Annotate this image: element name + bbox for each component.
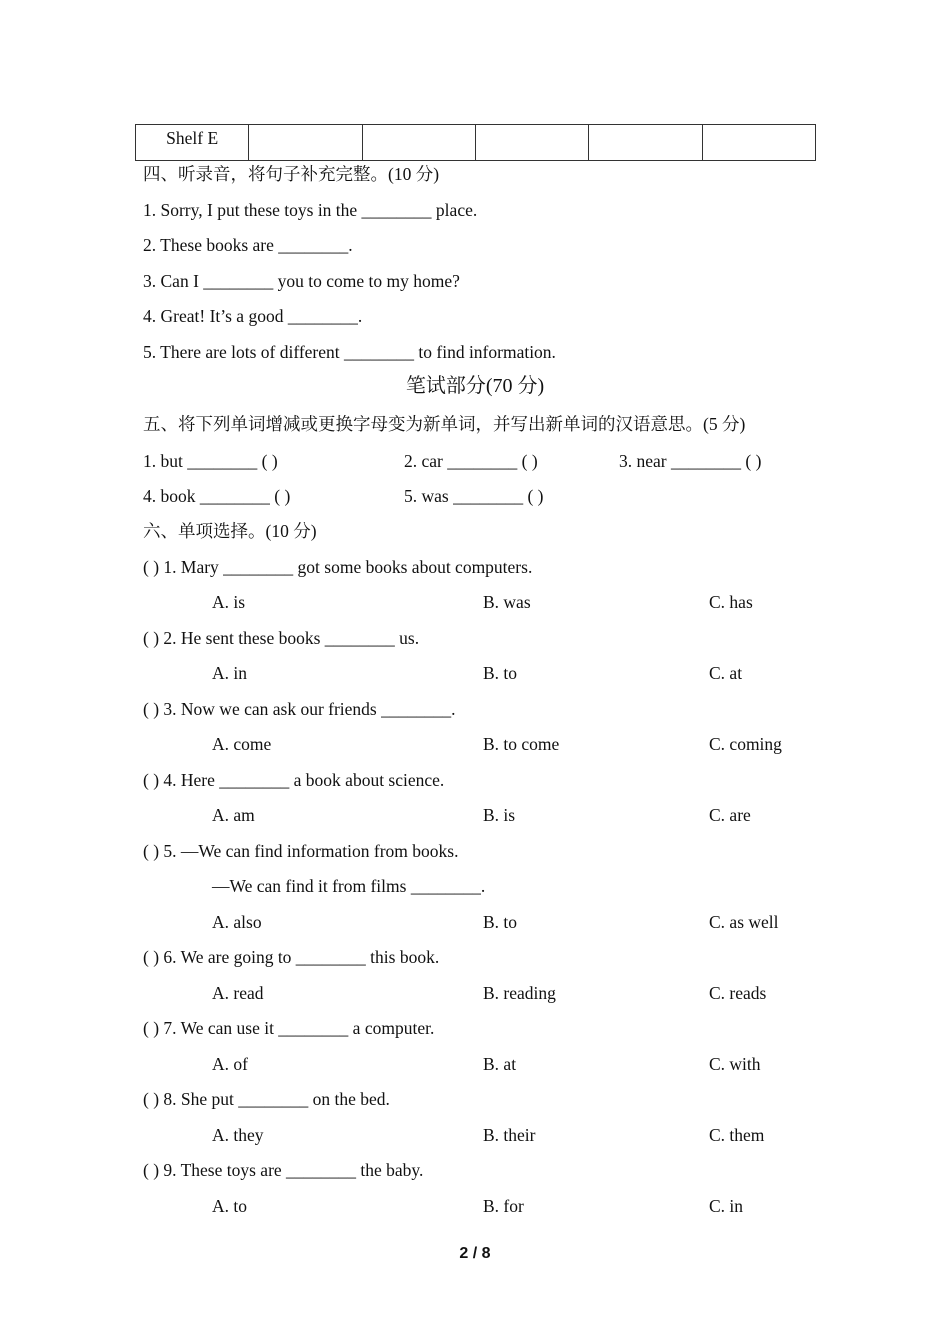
question-8-option-c: C. them (709, 1125, 765, 1145)
question-5-option-b: B. to (483, 912, 518, 932)
question-7-stem: ( ) 7. We can use it ________ a computer. (143, 1018, 435, 1038)
question-1-option-a: A. is (212, 592, 246, 612)
table-cell (249, 125, 362, 161)
question-2-stem: ( ) 2. He sent these books ________ us. (143, 628, 420, 648)
shelf-table (135, 124, 816, 161)
question-5-option-c: C. as well (709, 912, 779, 932)
question-4-stem: ( ) 4. Here ________ a book about science. (143, 770, 445, 790)
question-9-stem: ( ) 9. These toys are ________ the baby. (143, 1160, 424, 1180)
table-cell-shelf-e: Shelf E (136, 125, 249, 161)
written-part-title: 笔试部分(70 分) (405, 375, 545, 397)
section5-item-5: 5. was ________ ( ) (404, 486, 544, 506)
question-6-option-b: B. reading (483, 983, 556, 1003)
question-3-stem: ( ) 3. Now we can ask our friends ________. (143, 699, 456, 719)
question-5-option-a: A. also (212, 912, 262, 932)
section5-item-2: 2. car ________ ( ) (404, 451, 538, 471)
question-1-option-c: C. has (709, 592, 753, 612)
section4-heading: 四、听录音，将句子补充完整。(10 分) (143, 164, 440, 184)
question-6-stem: ( ) 6. We are going to ________ this book. (143, 947, 440, 967)
question-8-option-a: A. they (212, 1125, 264, 1145)
question-5-stem-line2: —We can find it from films ________. (212, 876, 486, 896)
section4-item-4: 4. Great! It’s a good ________. (143, 306, 363, 326)
section6-heading: 六、单项选择。(10 分) (143, 521, 317, 541)
question-2-option-c: C. at (709, 663, 743, 683)
section5-heading: 五、将下列单词增减或更换字母变为新单词，并写出新单词的汉语意思。(5 分) (143, 414, 746, 434)
question-9-option-b: B. for (483, 1196, 524, 1216)
question-7-option-b: B. at (483, 1054, 517, 1074)
table-cell (362, 125, 475, 161)
question-4-option-c: C. are (709, 805, 751, 825)
section5-item-3: 3. near ________ ( ) (619, 451, 762, 471)
question-4-option-a: A. am (212, 805, 255, 825)
section4-item-5: 5. There are lots of different ________ to find information. (143, 342, 556, 362)
question-1-stem: ( ) 1. Mary ________ got some books about computers. (143, 557, 533, 577)
section5-item-4: 4. book ________ ( ) (143, 486, 291, 506)
question-1-option-b: B. was (483, 592, 531, 612)
question-6-option-c: C. reads (709, 983, 767, 1003)
section5-item-1: 1. but ________ ( ) (143, 451, 278, 471)
table-cell (475, 125, 588, 161)
section4-item-3: 3. Can I ________ you to come to my home? (143, 271, 460, 291)
table-cell (702, 125, 815, 161)
question-7-option-a: A. of (212, 1054, 248, 1074)
question-3-option-c: C. coming (709, 734, 782, 754)
question-2-option-a: A. in (212, 663, 247, 683)
question-8-option-b: B. their (483, 1125, 536, 1145)
table-cell (589, 125, 702, 161)
question-2-option-b: B. to (483, 663, 518, 683)
question-9-option-a: A. to (212, 1196, 247, 1216)
question-6-option-a: A. read (212, 983, 264, 1003)
question-8-stem: ( ) 8. She put ________ on the bed. (143, 1089, 390, 1109)
question-3-option-b: B. to come (483, 734, 560, 754)
table-row (136, 125, 816, 161)
section4-item-1: 1. Sorry, I put these toys in the ________ place. (143, 200, 478, 220)
question-3-option-a: A. come (212, 734, 272, 754)
page-number: 2 / 8 (459, 1245, 491, 1262)
section4-item-2: 2. These books are ________. (143, 235, 353, 255)
question-4-option-b: B. is (483, 805, 516, 825)
question-5-stem: ( ) 5. —We can find information from books. (143, 841, 459, 861)
question-7-option-c: C. with (709, 1054, 761, 1074)
question-9-option-c: C. in (709, 1196, 744, 1216)
